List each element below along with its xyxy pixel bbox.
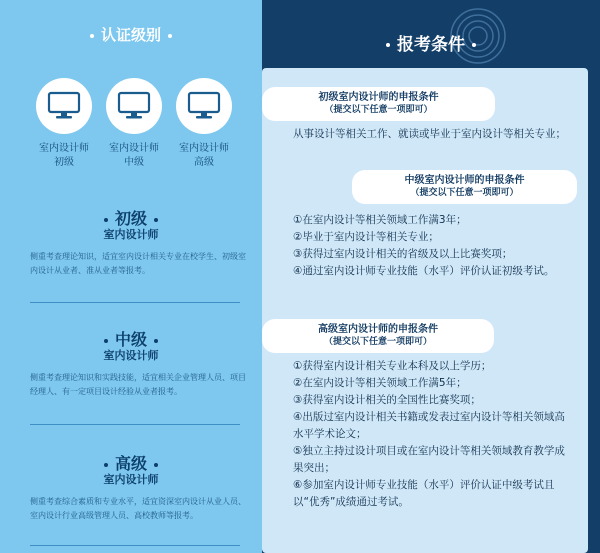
level-subtitle: 室内设计师 bbox=[103, 349, 159, 362]
list-item: ③获得过室内设计相关的省级及以上比赛奖项； bbox=[293, 248, 513, 260]
level-subtitle: 室内设计师 bbox=[103, 228, 159, 241]
level-junior bbox=[0, 210, 262, 278]
section-header-senior: 高级室内设计师的申报条件 （提交以下任意一项即可） bbox=[262, 319, 494, 353]
list-item: ①获得室内设计相关专业本科及以上学历； bbox=[293, 360, 492, 372]
level-description: 侧重考查理论知识和实践技能，适宜相关企业管理人员、项目经理人、有一定项目设计经验从业者报考。 bbox=[30, 373, 246, 396]
list-item: ①在室内设计等相关领域工作满3年； bbox=[293, 214, 467, 226]
level-description: 侧重考查理论知识，适宜室内设计相关专业在校学生、初级室内设计从业者、准从业者等报考。 bbox=[30, 252, 246, 275]
level-icon-senior: 室内设计师 高级 bbox=[174, 78, 234, 170]
monitor-icon bbox=[187, 91, 221, 121]
cert-levels-panel bbox=[0, 0, 262, 553]
list-item: ③获得室内设计相关的全国性比赛奖项； bbox=[293, 394, 481, 406]
divider bbox=[30, 545, 240, 546]
level-senior bbox=[0, 455, 262, 523]
list-item: ④通过室内设计师专业技能（水平）评价认证初级考试。 bbox=[293, 265, 555, 277]
divider bbox=[30, 424, 240, 425]
section-header-junior: 初级室内设计师的申报条件 （提交以下任意一项即可） bbox=[262, 87, 495, 121]
junior-requirement: 从事设计等相关工作、就读或毕业于室内设计等相关专业； bbox=[293, 128, 566, 140]
level-subtitle: 室内设计师 bbox=[103, 473, 159, 486]
list-item: ②在室内设计等相关领域工作满5年； bbox=[293, 377, 467, 389]
section-header-intermediate: 中级室内设计师的申报条件 （提交以下任意一项即可） bbox=[352, 170, 577, 204]
monitor-icon bbox=[47, 91, 81, 121]
level-icon-intermediate: 室内设计师 中级 bbox=[104, 78, 164, 170]
list-item: ⑥参加室内设计师专业技能（水平）评价认证中级考试且以“优秀”成绩通过考试。 bbox=[293, 479, 555, 508]
level-description: 侧重考查综合素质和专业水平，适宜资深室内设计从业人员、室内设计行业高级管理人员、高校教师等报考。 bbox=[30, 497, 246, 520]
list-item: ④出版过室内设计相关书籍或发表过室内设计等相关领域高水平学术论文； bbox=[293, 411, 565, 440]
monitor-icon bbox=[117, 91, 151, 121]
level-title: 高级 bbox=[114, 454, 147, 473]
intermediate-requirements bbox=[293, 212, 575, 280]
requirements-title: 报考条件 bbox=[262, 30, 600, 55]
list-item: ⑤独立主持过设计项目或在室内设计等相关领域教育教学成果突出； bbox=[293, 445, 565, 474]
divider bbox=[30, 302, 240, 303]
senior-requirements bbox=[293, 358, 575, 511]
cert-levels-title: 认证级别 bbox=[0, 24, 262, 45]
level-title: 中级 bbox=[114, 330, 147, 349]
requirements-content bbox=[262, 68, 588, 553]
level-icon-row bbox=[34, 78, 234, 170]
level-title: 初级 bbox=[114, 209, 147, 228]
level-icon-junior: 室内设计师 初级 bbox=[34, 78, 94, 170]
level-intermediate bbox=[0, 331, 262, 399]
list-item: ②毕业于室内设计等相关专业； bbox=[293, 231, 439, 243]
